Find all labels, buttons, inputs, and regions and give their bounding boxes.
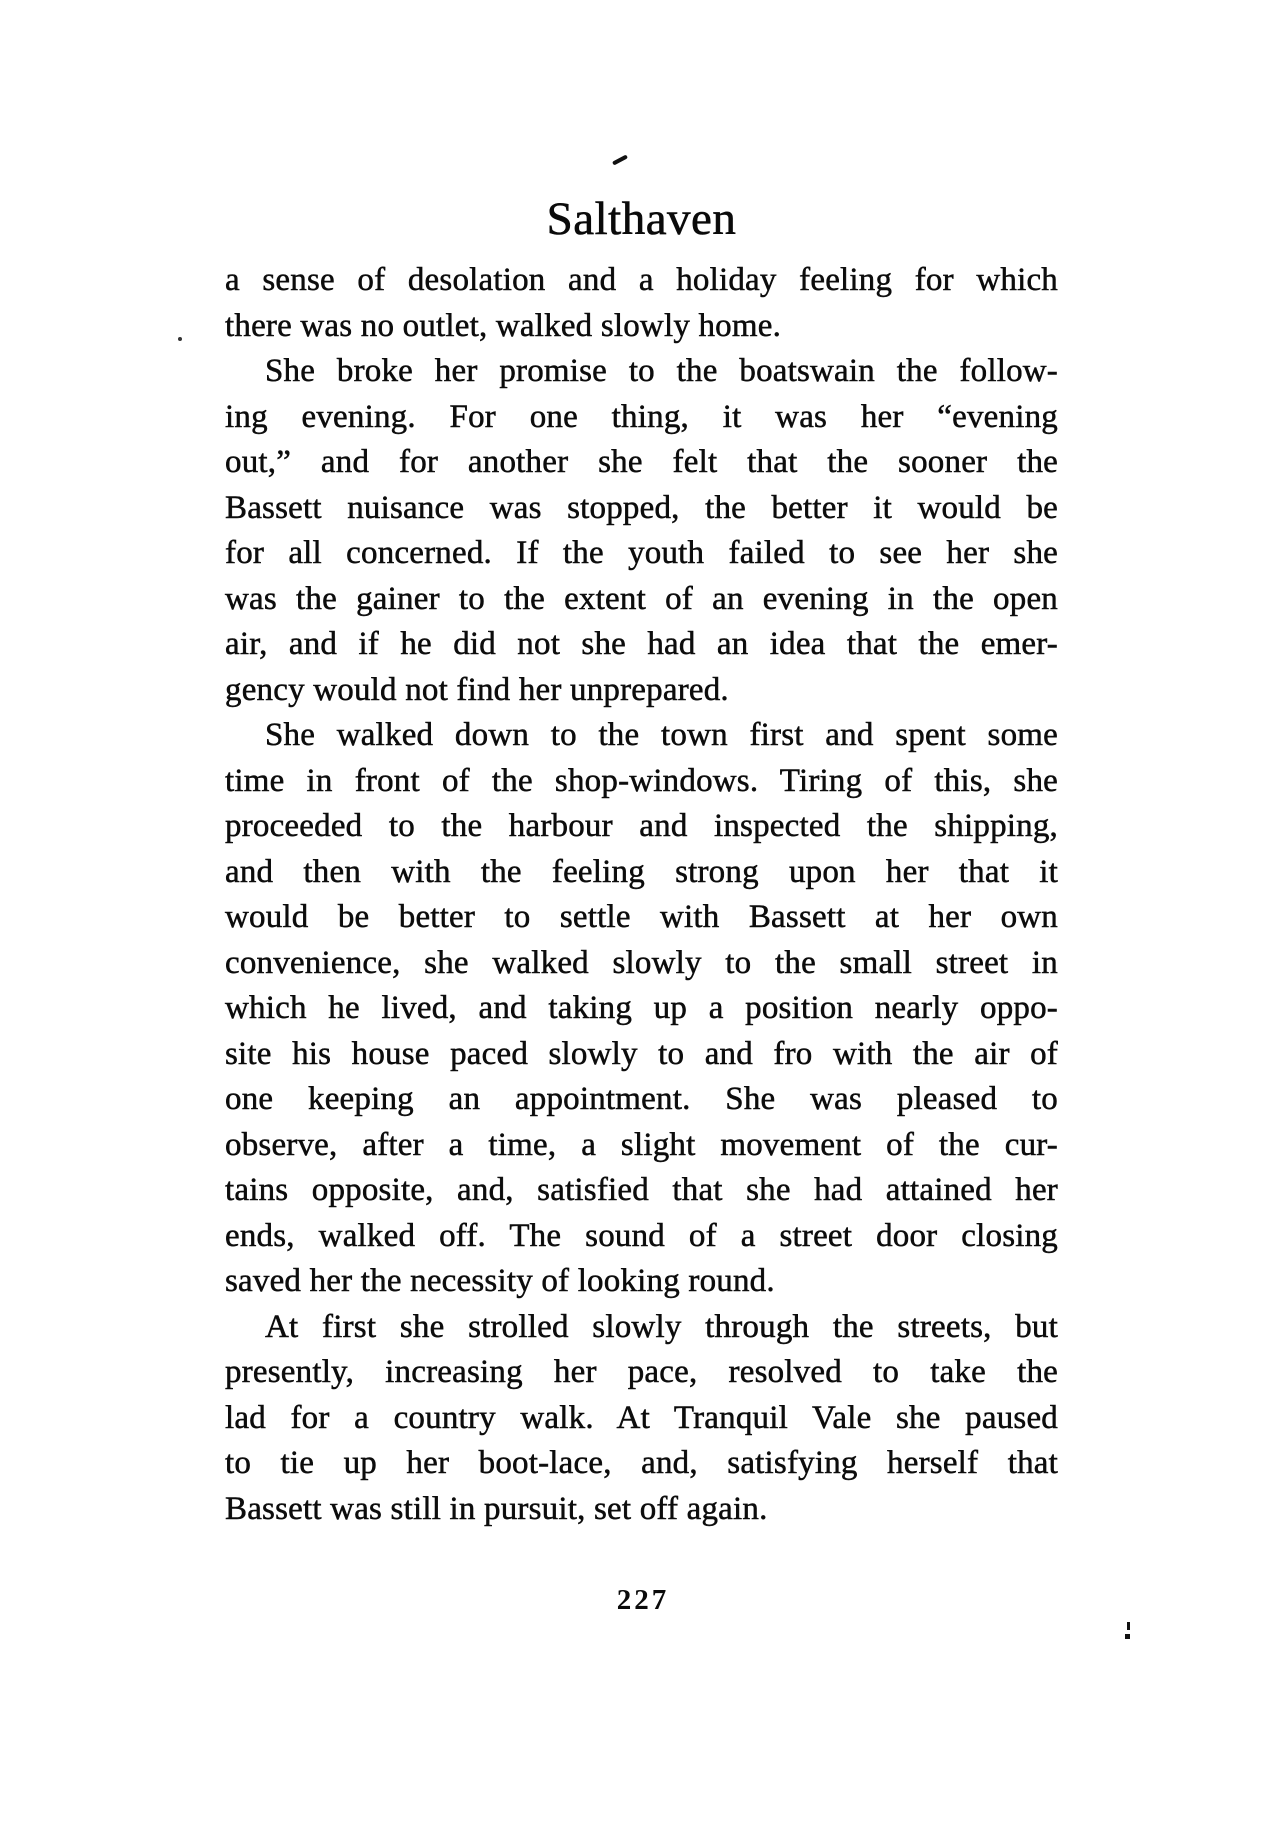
text-line: was the gainer to the extent of an evening in the open <box>225 580 1058 617</box>
text-line: there was no outlet, walked slowly home. <box>225 307 782 344</box>
text-line: At first she strolled slowly through the streets, but <box>265 1308 1058 1345</box>
text-line: air, and if he did not she had an idea that the emer- <box>225 626 1058 662</box>
text-line: site his house paced slowly to and fro with the air of <box>225 1035 1058 1072</box>
body-text <box>225 258 1058 1532</box>
text-line: observe, after a time, a slight movement of the cur- <box>225 1126 1058 1163</box>
text-line: She broke her promise to the boatswain the follow- <box>265 353 1058 389</box>
scan-speck-dot <box>1125 1634 1130 1639</box>
page-title: Salthaven <box>546 193 737 245</box>
page-number: 227 <box>616 1584 670 1616</box>
text-line: saved her the necessity of looking round. <box>225 1263 775 1299</box>
text-line: and then with the feeling strong upon her that it <box>225 853 1058 890</box>
text-line: proceeded to the harbour and inspected the shipping, <box>225 808 1058 844</box>
text-line: for all concerned. If the youth failed to see her she <box>225 535 1058 571</box>
text-line: lad for a country walk. At Tranquil Vale she paused <box>225 1399 1058 1436</box>
text-line: would be better to settle with Bassett at her own <box>225 899 1058 935</box>
text-line: ends, walked off. The sound of a street door closing <box>225 1217 1058 1254</box>
text-line: to tie up her boot-lace, and, satisfying herself that <box>225 1445 1058 1481</box>
text-line: tains opposite, and, satisfied that she had attained her <box>225 1172 1058 1208</box>
text-line: convenience, she walked slowly to the small street in <box>225 944 1058 981</box>
text-line: presently, increasing her pace, resolved to take the <box>225 1354 1058 1390</box>
text-line: a sense of desolation and a holiday feeling for which <box>225 262 1058 298</box>
scan-speck-above-title <box>612 154 628 165</box>
text-line: Bassett nuisance was stopped, the better it would be <box>225 489 1058 526</box>
scan-speck-tick <box>1127 1622 1130 1630</box>
text-line: which he lived, and taking up a position nearly oppo- <box>225 990 1058 1026</box>
scan-speck-bottom-right <box>1125 1622 1133 1642</box>
text-line: out,” and for another she felt that the sooner the <box>225 444 1058 480</box>
text-line: Bassett was still in pursuit, set off again. <box>225 1490 768 1527</box>
scan-speck-left-margin <box>178 337 182 341</box>
text-line: ing evening. For one thing, it was her “evening <box>225 398 1058 435</box>
text-line: She walked down to the town first and spent some <box>265 717 1058 753</box>
text-line: gency would not find her unprepared. <box>225 671 729 708</box>
text-line: one keeping an appointment. She was pleased to <box>225 1081 1058 1117</box>
text-line: time in front of the shop-windows. Tiring of this, she <box>225 762 1058 799</box>
